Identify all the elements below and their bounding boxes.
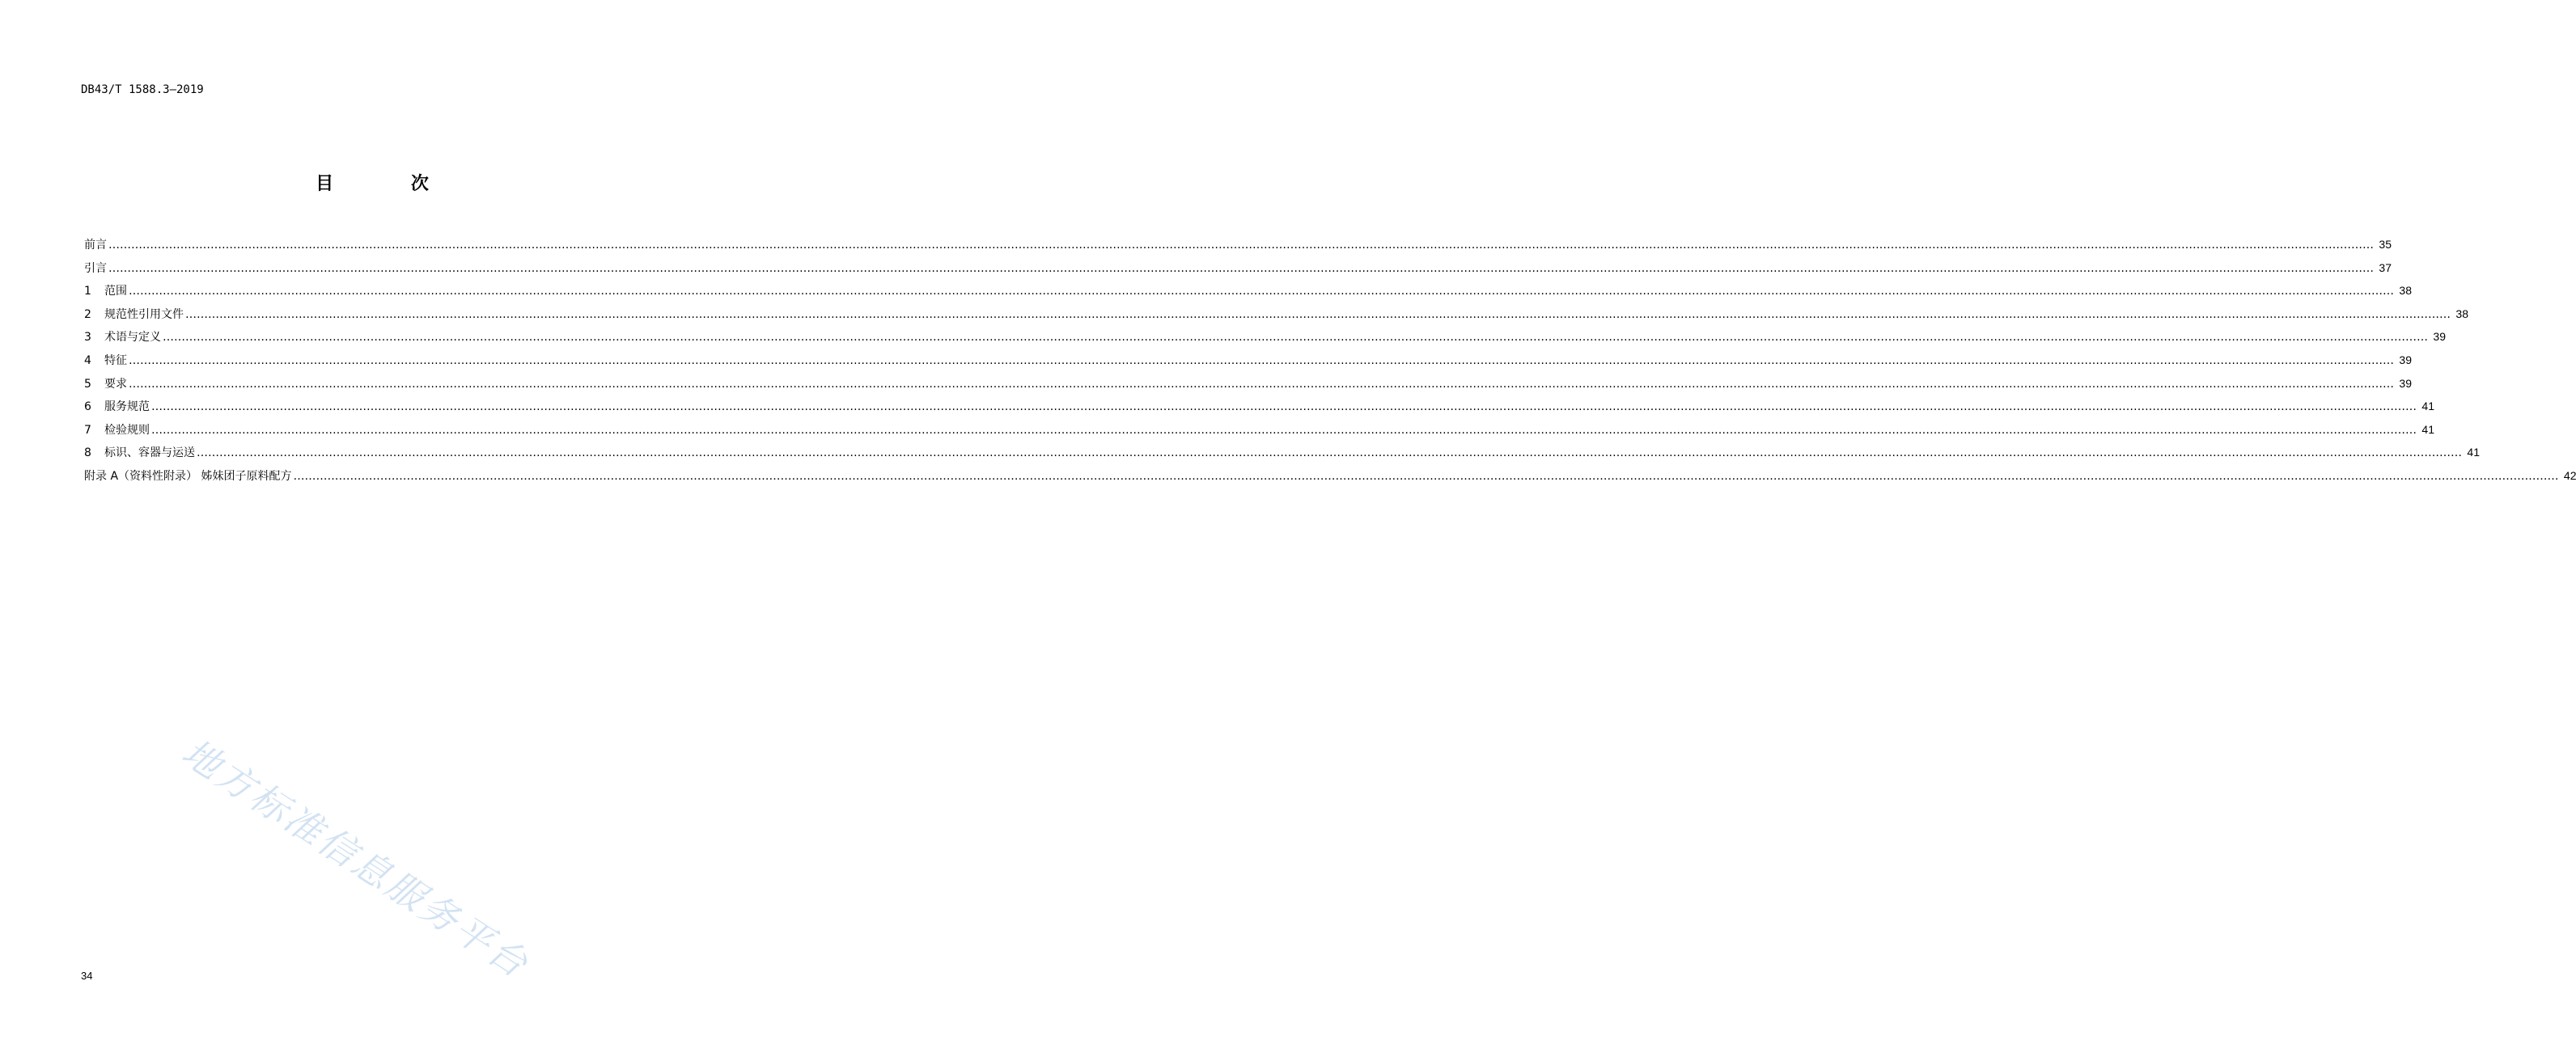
toc-entry-terms-definitions[interactable] [84,325,2446,349]
toc-entry-number: 7 [84,423,91,437]
toc-entry-text: 附录 A（资料性附录） 姊妹团子原料配方 [84,469,292,483]
toc-entry-page: 41 [2421,400,2434,413]
toc-entry-characteristics[interactable] [84,349,2412,372]
toc-entry-inspection-rules[interactable] [84,418,2434,442]
toc-entry-page: 41 [2467,446,2480,459]
toc-entry-text: 前言 [84,239,107,252]
toc-entry-service-specification[interactable] [84,395,2434,418]
toc-entry-number: 5 [84,377,91,391]
toc-entry-appendix-a[interactable] [84,464,2576,488]
document-code: DB43/T 1588.3—2019 [81,83,204,96]
toc-entry-text: 服务规范 [104,400,150,414]
dot-leader: …………………………………………………………………………………………………………………………………………………………………………………………………………………………………………………………………………………………………………………………………………………………………………………………………………………………………………………………………………………………………………………………………………………… [108,261,2374,275]
toc-entry-text: 要求 [104,377,127,391]
toc-entry-text: 标识、容器与运送 [104,446,195,460]
toc-entry-number: 4 [84,353,91,367]
toc-entry-number: 2 [84,307,91,321]
toc-entry-labeling-transport[interactable] [84,441,2480,464]
dot-leader: …………………………………………………………………………………………………………………………………………………………………………………………………………………………………………………………………………………………………………………………………………………………………………………………………………………………………………………………………………………………………………………………………………………… [129,353,2394,367]
dot-leader: …………………………………………………………………………………………………………………………………………………………………………………………………………………………………………………………………………………………………………………………………………………………………………………………………………………………………………………………………………………………………………………………………………………… [151,423,2417,437]
toc-entry-page: 35 [2379,238,2392,251]
toc-entry-page: 42 [2563,468,2576,482]
toc-entry-requirements[interactable] [84,372,2412,395]
dot-leader: …………………………………………………………………………………………………………………………………………………………………………………………………………………………………………………………………………………………………………………………………………………………………………………………………………………………………………………………………………………………………………………………………………………… [129,285,2394,298]
dot-leader: …………………………………………………………………………………………………………………………………………………………………………………………………………………………………………………………………………………………………………………………………………………………………………………………………………………………………………………………………………………………………………………………………………………… [163,331,2428,345]
toc-entry-page: 39 [2399,353,2412,366]
dot-leader: …………………………………………………………………………………………………………………………………………………………………………………………………………………………………………………………………………………………………………………………………………………………………………………………………………………………………………………………………………………………………………………………………………………… [108,239,2374,252]
toc-entry-text: 规范性引用文件 [104,307,184,321]
toc-entry-text: 检验规则 [104,423,150,437]
toc-entry-number: 3 [84,331,91,345]
toc-entry-page: 41 [2421,422,2434,436]
toc-entry-normative-references[interactable] [84,302,2468,326]
toc-entry-number: 6 [84,400,91,414]
toc-entry-page: 38 [2455,307,2468,320]
toc-entry-foreword[interactable] [84,233,2392,256]
toc-entry-text: 引言 [84,261,107,275]
toc-entry-page: 38 [2399,284,2412,298]
toc-entry-number: 8 [84,446,91,460]
toc-entry-page: 39 [2399,376,2412,390]
dot-leader: …………………………………………………………………………………………………………………………………………………………………………………………………………………………………………………………………………………………………………………………………………………………………………………………………………………………………………………………………………………………………………………………………………………… [151,400,2417,414]
toc-entry-text: 术语与定义 [104,331,161,345]
toc-entry-introduction[interactable] [84,256,2392,280]
toc-entry-scope[interactable] [84,279,2412,302]
toc-entry-number: 1 [84,285,91,298]
toc-entry-text: 特征 [104,353,127,367]
dot-leader: …………………………………………………………………………………………………………………………………………………………………………………………………………………………………………………………………………………………………………………………………………………………………………………………………………………………………………………………………………………………………………………………………………………… [293,469,2559,483]
watermark: 地方标准信息服务平台 [174,729,538,987]
toc-entry-page: 37 [2379,260,2392,274]
page-title: 目 次 [316,174,464,194]
dot-leader: …………………………………………………………………………………………………………………………………………………………………………………………………………………………………………………………………………………………………………………………………………………………………………………………………………………………………………………………………………………………………………………………………………………… [185,307,2451,321]
dot-leader: …………………………………………………………………………………………………………………………………………………………………………………………………………………………………………………………………………………………………………………………………………………………………………………………………………………………………………………………………………………………………………………………………………………… [129,377,2394,391]
table-of-contents [84,233,2576,488]
dot-leader: …………………………………………………………………………………………………………………………………………………………………………………………………………………………………………………………………………………………………………………………………………………………………………………………………………………………………………………………………………………………………………………………………………………… [197,446,2462,460]
page-number: 34 [81,970,93,982]
toc-entry-page: 39 [2433,330,2446,344]
toc-entry-text: 范围 [104,285,127,298]
